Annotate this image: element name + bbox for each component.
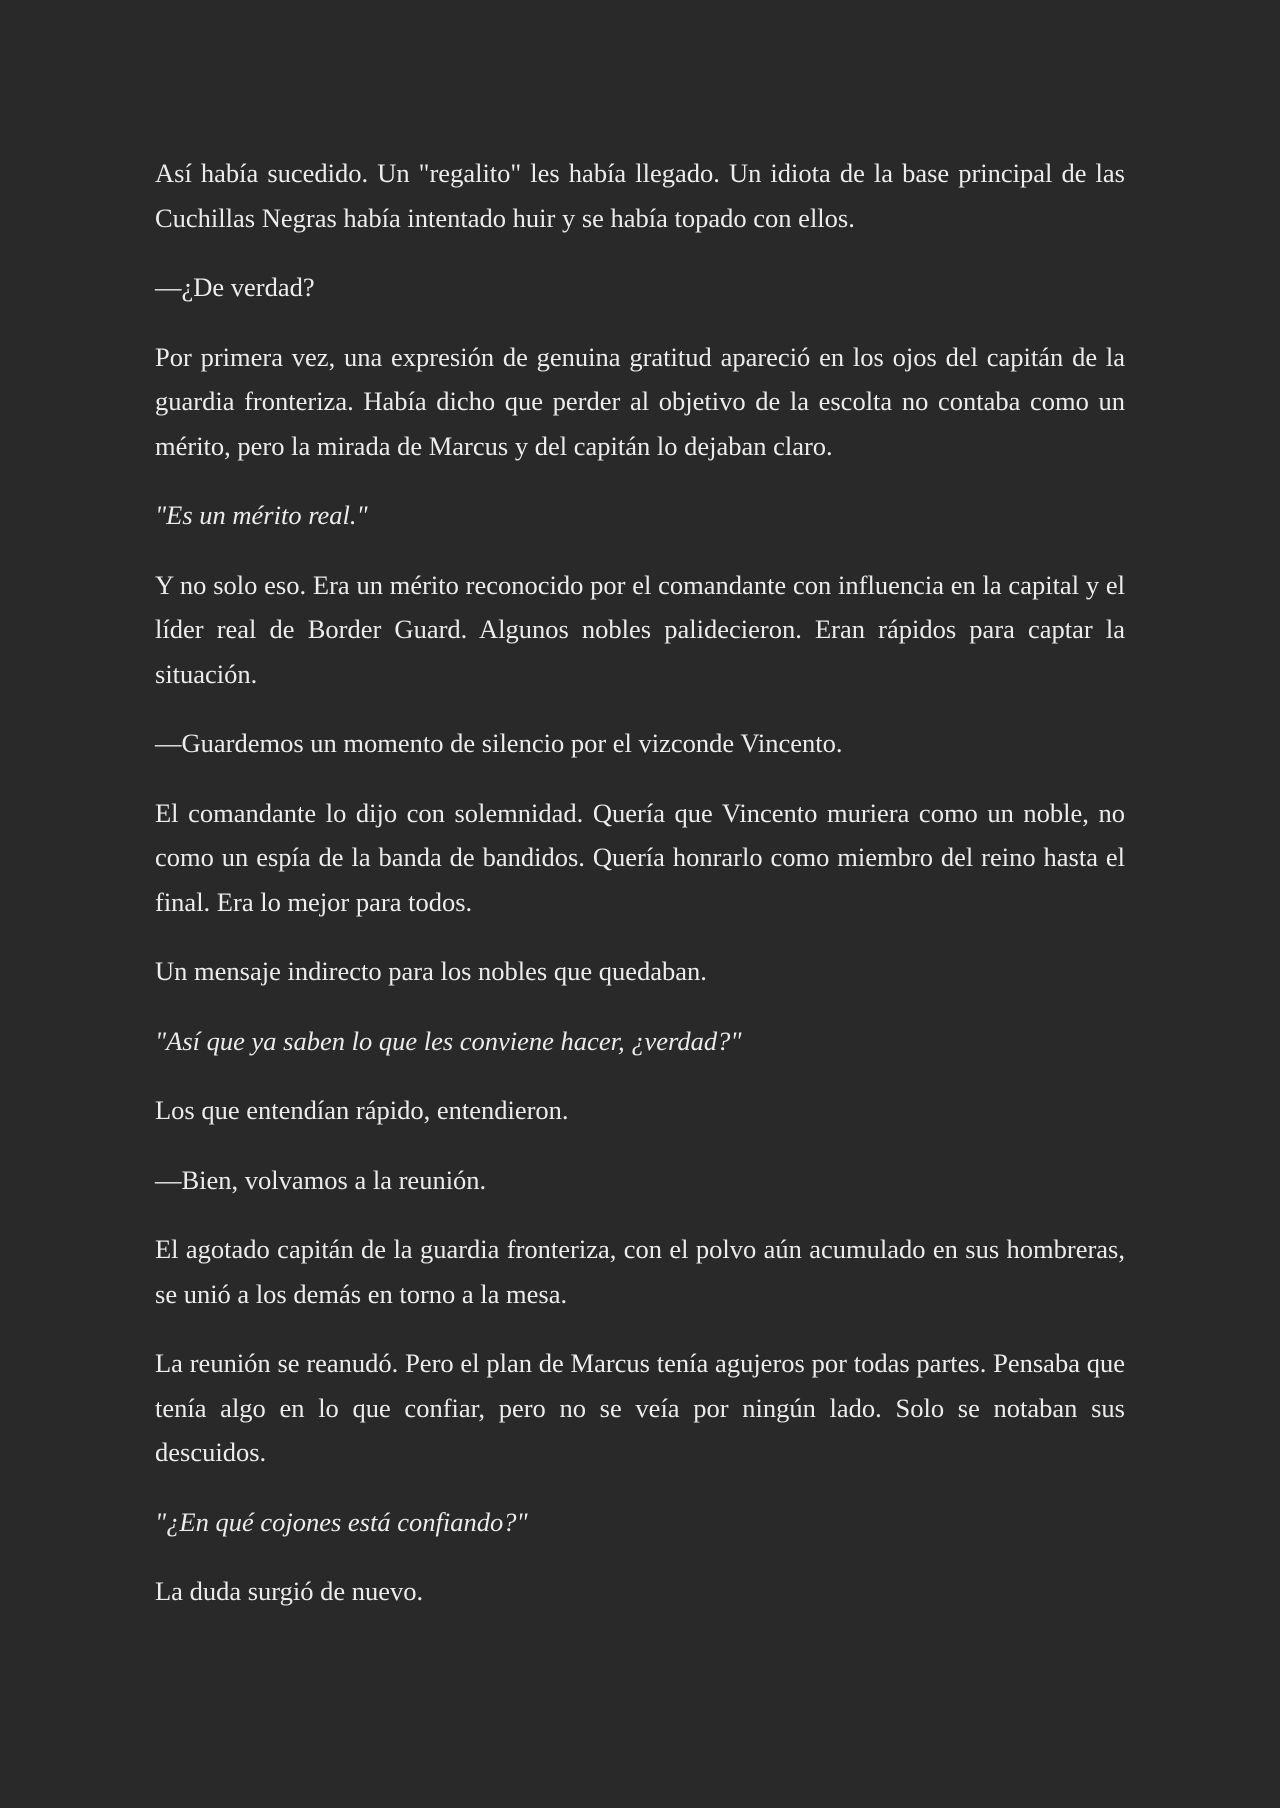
paragraph: Los que entendían rápido, entendieron.: [155, 1095, 569, 1125]
inner-thought: "Así que ya saben lo que les conviene hacer, ¿verdad?": [155, 1025, 742, 1056]
paragraph: El agotado capitán de la guardia fronteriza, con el polvo aún acumulado en sus hombreras, se unió a los demás en torno a la mesa.: [155, 1234, 1125, 1309]
paragraph: La reunión se reanudó. Pero el plan de Marcus tenía agujeros por todas partes. Pensaba que tenía algo en lo que confiar, pero no se veía por ningún lado. Solo se notaban sus descuidos.: [155, 1348, 1125, 1467]
inner-thought: "¿En qué cojones está confiando?": [155, 1506, 528, 1537]
dialogue-line: —Guardemos un momento de silencio por el vizconde Vincento.: [155, 728, 843, 758]
dialogue-line: —Bien, volvamos a la reunión.: [155, 1164, 487, 1195]
paragraph: El comandante lo dijo con solemnidad. Quería que Vincento muriera como un noble, no como un espía de la banda de bandidos. Quería honrarlo como miembro del reino hasta el final. Era lo mejor para todos.: [155, 797, 1125, 917]
inner-thought: "Es un mérito real.": [155, 500, 368, 530]
paragraph: Por primera vez, una expresión de genuina gratitud apareció en los ojos del capitán de la guardia fronteriza. Había dicho que perder al objetivo de la escolta no contaba como un mérito, pero la mirada de Marcus y del capitán lo dejaban claro.: [155, 341, 1125, 461]
paragraph: La duda surgió de nuevo.: [155, 1576, 424, 1606]
paragraph: Y no solo eso. Era un mérito reconocido por el comandante con influencia en la capital y el líder real de Border Guard. Algunos nobles palidecieron. Eran rápidos para captar la situación.: [155, 569, 1125, 689]
paragraph: Un mensaje indirecto para los nobles que quedaban.: [155, 956, 707, 986]
chapter-text: [155, 151, 1125, 1614]
dialogue-line: —¿De verdad?: [155, 272, 315, 302]
paragraph: Así había sucedido. Un "regalito" les había llegado. Un idiota de la base principal de las Cuchillas Negras había intentado huir y se había topado con ellos.: [155, 158, 1125, 233]
